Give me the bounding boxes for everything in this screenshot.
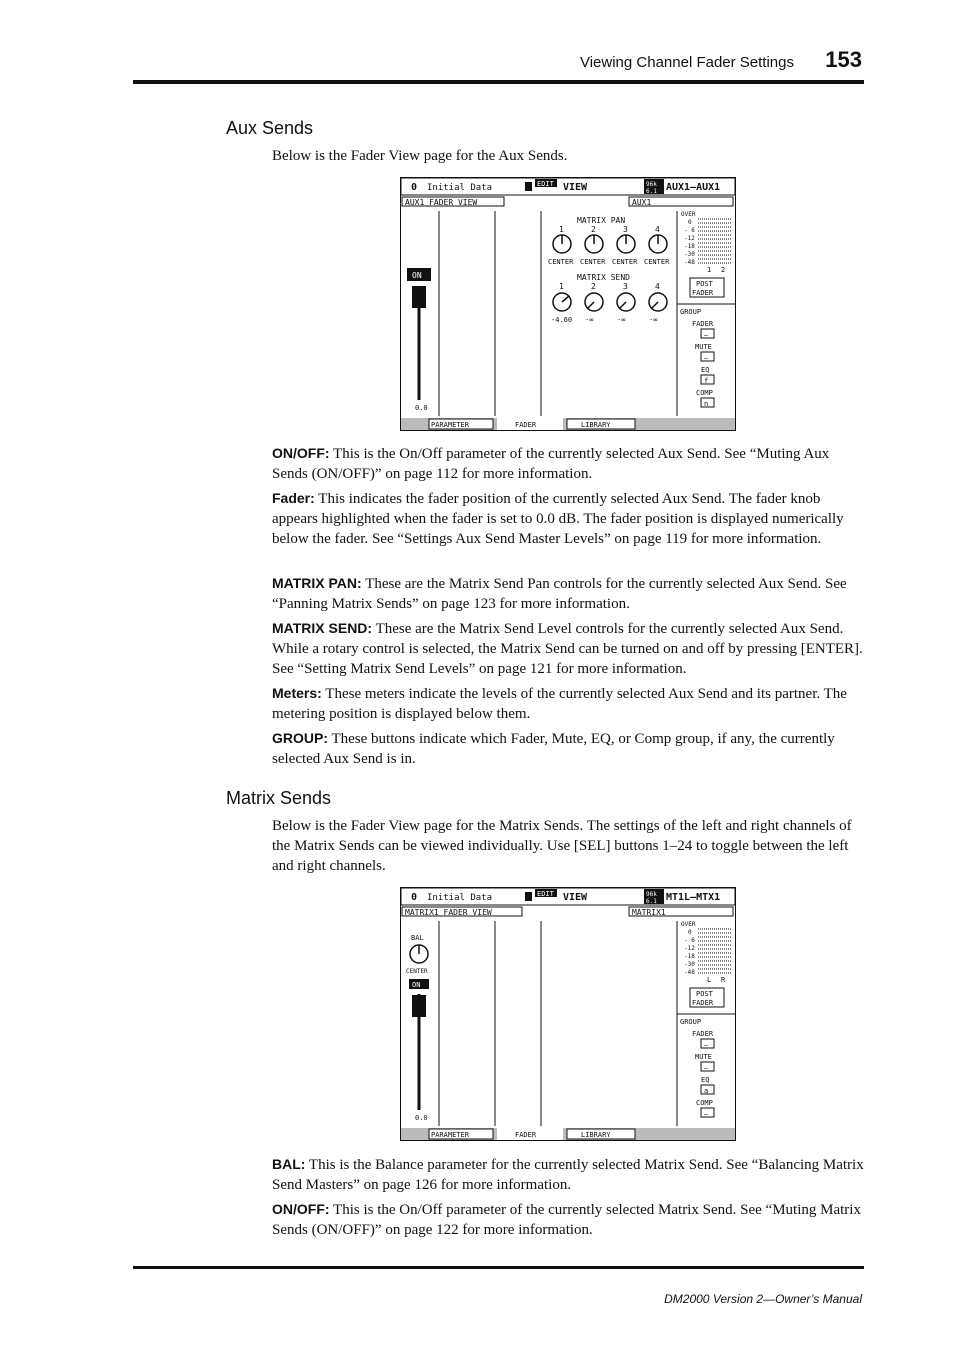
section-heading-matrix-sends: Matrix Sends [226,788,332,808]
svg-text:1: 1 [559,225,564,234]
header-rule [133,80,864,84]
scene-number: 0 [411,182,418,193]
svg-text:FADER: FADER [692,289,714,297]
rate-top: 96k [646,891,657,898]
svg-text:CENTER: CENTER [644,258,670,266]
svg-text:OVER: OVER [681,211,696,218]
matrix-pan-label: MATRIX PAN [577,216,626,225]
send-knob[interactable] [617,293,635,311]
footer-text: DM2000 Version 2—Owner’s Manual [664,1292,862,1306]
rate-bottom: 6.1 [646,188,657,195]
on-label: ON [412,271,422,280]
running-header: Viewing Channel Fader Settings [579,54,794,71]
svg-text:POST: POST [696,990,713,998]
pan-knob[interactable] [553,235,571,253]
section-heading-aux-sends: Aux Sends [226,118,314,138]
svg-text:0: 0 [688,929,692,936]
definition: ON/OFF: This is the On/Off parameter of the currently selected Aux Send. See “Muting Aux Sends (ON/OFF)” on page 112 for more information. [272,445,830,482]
matrix-send-label: MATRIX SEND [577,273,630,282]
pan-knob[interactable] [585,235,603,253]
fader-knob[interactable] [412,286,426,308]
svg-text:-∞: -∞ [649,316,658,324]
send-knob[interactable] [585,293,603,311]
svg-text:-12: -12 [684,945,695,952]
svg-text:FADER: FADER [692,999,714,1007]
rate-bottom: 6.1 [646,898,657,905]
svg-text:- 6: - 6 [684,227,695,234]
svg-text:EQ: EQ [701,366,710,374]
footer-rule [133,1266,864,1269]
svg-text:-∞: -∞ [585,316,594,324]
svg-text:MUTE: MUTE [695,343,712,351]
svg-text:CENTER: CENTER [548,258,574,266]
page-number: 153 [825,47,862,72]
definition: Fader: This indicates the fader position of the currently selected Aux Send. The fader knob appears highlighted when the fader is set to 0.0 dB. The fader position is displayed numerically below the fader. See “Settings Aux Send Master Levels” on page 119 for more information. [272,490,844,547]
svg-text:OVER: OVER [681,921,696,928]
svg-text:3: 3 [623,282,628,291]
svg-text:LIBRARY: LIBRARY [581,421,611,429]
channel-label: MT1L–MTX1 [666,892,721,903]
svg-text:-4.60: -4.60 [551,316,573,324]
svg-text:R: R [721,976,726,984]
svg-text:2: 2 [721,266,726,274]
send-knob[interactable] [649,293,667,311]
svg-text:PARAMETER: PARAMETER [431,1131,469,1139]
svg-text:-48: -48 [684,259,695,266]
svg-text:–: – [704,1041,709,1049]
bal-knob[interactable] [410,945,428,963]
matrix-intro: Below is the Fader View page for the Matrix Sends. The settings of the left and right channels of the Matrix Sends can be viewed individually. Use [SEL] buttons 1–24 to toggle between the left and right channels. [272,818,852,874]
svg-text:-30: -30 [684,251,695,258]
svg-text:EQ: EQ [701,1076,710,1084]
edit-label: EDIT [537,890,554,898]
svg-text:–: – [704,354,709,362]
pan-knob[interactable] [617,235,635,253]
svg-text:-48: -48 [684,969,695,976]
group-label: GROUP [680,1018,702,1026]
svg-text:POST: POST [696,280,713,288]
svg-text:COMP: COMP [696,1099,713,1107]
svg-text:PARAMETER: PARAMETER [431,421,469,429]
pan-knob[interactable] [649,235,667,253]
svg-text:FADER: FADER [692,320,714,328]
definition: GROUP: These buttons indicate which Fader, Mute, EQ, or Comp group, if any, the currently selected Aux Send is in. [272,730,835,767]
svg-text:-∞: -∞ [617,316,626,324]
svg-text:4: 4 [655,225,660,234]
scene-number: 0 [411,892,418,903]
fader-view-label: AUX1 FADER VIEW [405,198,478,207]
svg-text:a: a [704,1087,709,1095]
svg-text:1: 1 [559,282,564,291]
svg-text:L: L [707,976,712,984]
svg-text:–: – [704,1110,709,1118]
svg-text:4: 4 [655,282,660,291]
on-label: ON [412,981,421,989]
svg-text:0: 0 [688,219,692,226]
svg-text:1: 1 [707,266,712,274]
svg-text:2: 2 [591,282,596,291]
fader-view-label: MATRIX1 FADER VIEW [405,908,492,917]
definition: MATRIX PAN: These are the Matrix Send Pan controls for the currently selected Aux Send. See “Panning Matrix Sends” on page 123 for more information. [272,575,847,612]
svg-text:n: n [704,400,709,408]
svg-text:–: – [704,1064,709,1072]
scene-title: Initial Data [427,893,493,903]
fader-value: 0.0 [415,1114,428,1122]
channel-name: AUX1 [632,198,652,207]
svg-text:FADER: FADER [692,1030,714,1038]
fader-knob[interactable] [412,995,426,1017]
scene-title: Initial Data [427,183,493,193]
lock-icon [525,182,532,191]
bal-label: BAL [411,934,424,942]
fader-value: 0.0 [415,404,428,412]
definition: BAL: This is the Balance parameter for the currently selected Matrix Send. See “Balancing Matrix Send Masters” on page 126 for more information. [272,1156,864,1193]
svg-text:-12: -12 [684,235,695,242]
definition: MATRIX SEND: These are the Matrix Send Level controls for the currently selected Aux Send. While a rotary control is selected, the Matrix Send can be turned on and off by pressing [ENTER]. See “Setting Matrix Send Levels” on page 121 for more information. [272,620,863,677]
svg-text:3: 3 [623,225,628,234]
send-knob[interactable] [553,293,571,311]
svg-text:-30: -30 [684,961,695,968]
definition: ON/OFF: This is the On/Off parameter of the currently selected Matrix Send. See “Muting Matrix Sends (ON/OFF)” on page 122 for more information. [272,1201,861,1238]
svg-text:-18: -18 [684,243,695,250]
svg-text:-18: -18 [684,953,695,960]
matrix-fader-view-screen [400,887,736,1141]
svg-text:CENTER: CENTER [580,258,606,266]
definition: Meters: These meters indicate the levels of the currently selected Aux Send and its partner. The metering position is displayed below them. [272,685,847,722]
svg-text:- 6: - 6 [684,937,695,944]
lock-icon [525,892,532,901]
svg-text:FADER: FADER [515,1131,537,1139]
svg-text:LIBRARY: LIBRARY [581,1131,611,1139]
view-label: VIEW [563,182,588,193]
svg-text:–: – [704,331,709,339]
channel-name: MATRIX1 [632,908,666,917]
rate-top: 96k [646,181,657,188]
aux-intro: Below is the Fader View page for the Aux Sends. [272,148,568,164]
svg-text:COMP: COMP [696,389,713,397]
edit-label: EDIT [537,180,554,188]
aux-fader-view-screen [400,177,736,431]
svg-text:CENTER: CENTER [612,258,638,266]
channel-label: AUX1–AUX1 [666,182,721,193]
svg-text:f: f [704,377,709,385]
bal-value: CENTER [406,968,428,975]
group-label: GROUP [680,308,702,316]
svg-text:MUTE: MUTE [695,1053,712,1061]
view-label: VIEW [563,892,588,903]
svg-text:2: 2 [591,225,596,234]
svg-text:FADER: FADER [515,421,537,429]
